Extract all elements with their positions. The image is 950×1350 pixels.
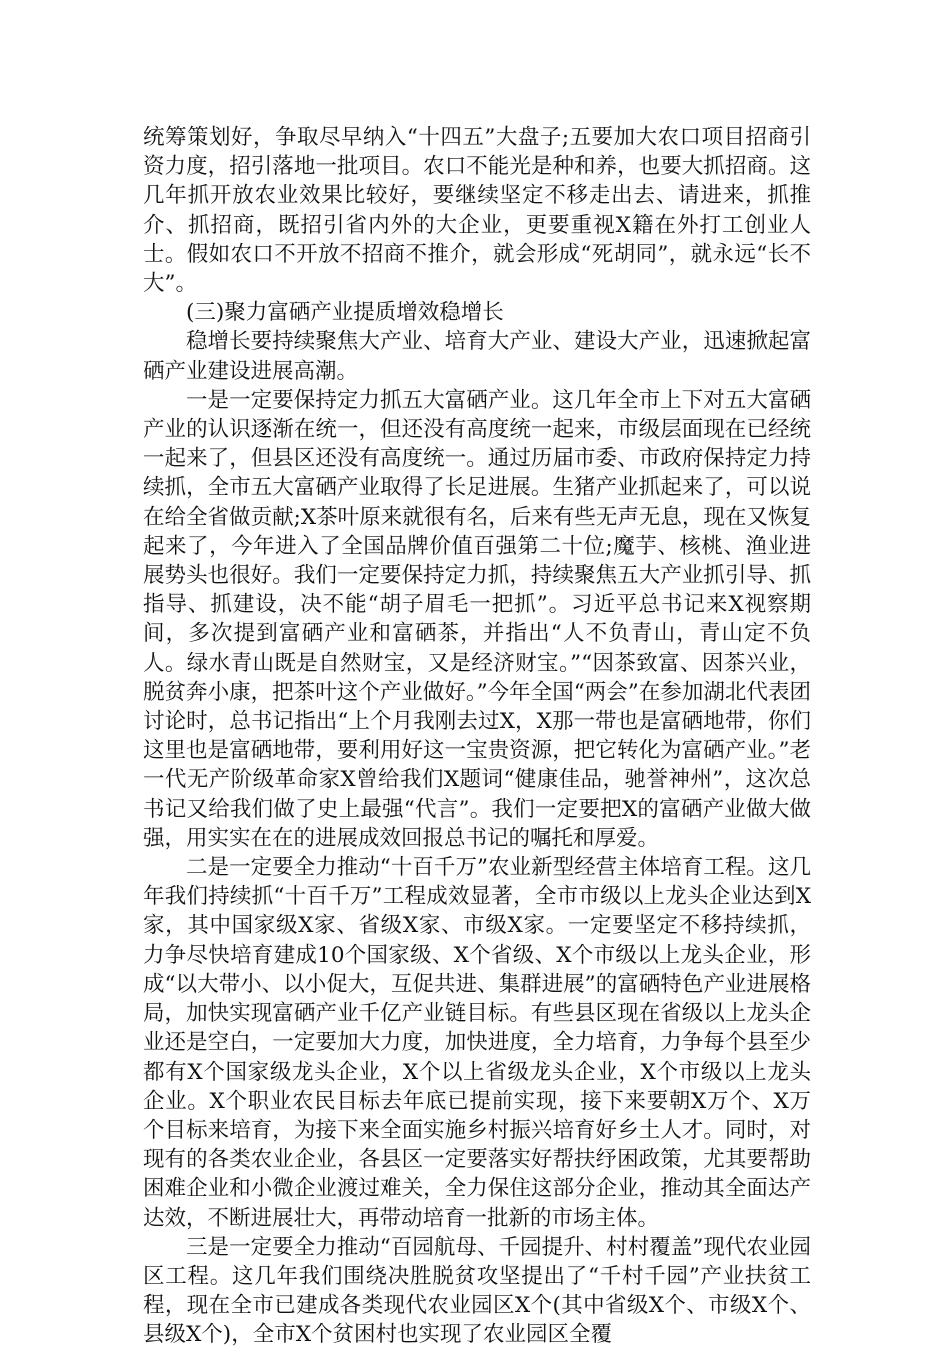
paragraph-continuation: 统筹策划好，争取尽早纳入“十四五”大盘子;五要加大农口项目招商引资力度，招引落地一批项目。农口不能光是种和养，也要大抓招商。这几年抓开放农业效果比较好，要继续坚定不移走出去、请进来，抓推介、抓招商，既招引省内外的大企业，更要重视X籍在外打工创业人士。假如农口不开放不招商不推介，就会形成“死胡同”，就永远“长不大”。 xyxy=(143,125,811,297)
paragraph-intro: 稳增长要持续聚焦大产业、培育大产业、建设大产业，迅速掀起富硒产业建设进展高潮。 xyxy=(143,329,811,384)
paragraph-point-two: 二是一定要全力推动“十百千万”农业新型经营主体培育工程。这几年我们持续抓“十百千万”工程成效显著，全市市级以上龙头企业达到X家，其中国家级X家、省级X家、市级X家。一定要坚定不移持续抓，力争尽快培育建成10个国家级、X个省级、X个市级以上龙头企业，形成“以大带小、以小促大，互促共进、集群进展”的富硒特色产业进展格局，加快实现富硒产业千亿产业链目标。有些县区现在省级以上龙头企业还是空白，一定要加大力度，加快进度，全力培育，力争每个县至少都有X个国家级龙头企业，X个以上省级龙头企业，X个市级以上龙头企业。X个职业农民目标去年底已提前实现，接下来要朝X万个、X万个目标来培育，为接下来全面实施乡村振兴培育好乡土人才。同时，对现有的各类农业企业，各县区一定要落实好帮扶纾困政策，尤其要帮助困难企业和小微企业渡过难关，全力保住这部分企业，推动其全面达产达效，不断进展壮大，再带动培育一批新的市场主体。 xyxy=(143,855,811,1231)
paragraph-point-one: 一是一定要保持定力抓五大富硒产业。这几年全市上下对五大富硒产业的认识逐渐在统一，但还没有高度统一起来，市级层面现在已经统一起来了，但县区还没有高度统一。通过历届市委、市政府保持定力持续抓，全市五大富硒产业取得了长足进展。生猪产业抓起来了，可以说在给全省做贡献;X茶叶原来就很有名，后来有些无声无息，现在又恢复起来了，今年进入了全国品牌价值百强第二十位;魔芋、核桃、渔业进展势头也很好。我们一定要保持定力抓，持续聚焦五大产业抓引导、抓指导、抓建设，决不能“胡子眉毛一把抓”。习近平总书记来X视察期间，多次提到富硒产业和富硒茶，并指出“人不负青山，青山定不负人。绿水青山既是自然财宝，又是经济财宝。”“因茶致富、因茶兴业，脱贫奔小康，把茶叶这个产业做好。”今年全国“两会”在参加湖北代表团讨论时，总书记指出“上个月我刚去过X，X那一带也是富硒地带，你们这里也是富硒地带，要利用好这一宝贵资源，把它转化为富硒产业。”老一代无产阶级革命家X曾给我们X题词“健康佳品，驰誉神州”，这次总书记又给我们做了史上最强“代言”。我们一定要把X的富硒产业做大做强，用实实在在的进展成效回报总书记的嘱托和厚爱。 xyxy=(143,387,811,851)
paragraph-point-three: 三是一定要全力推动“百园航母、千园提升、村村覆盖”现代农业园区工程。这几年我们围绕决胜脱贫攻坚提出了“千村千园”产业扶贫工程，现在全市已建成各类现代农业园区X个(其中省级X个、市级X个、县级X个)，全市X个贫困村也实现了农业园区全覆 xyxy=(143,1234,811,1348)
document-body xyxy=(143,123,811,1350)
section-heading: (三)聚力富硒产业提质增效稳增长 xyxy=(186,300,504,326)
